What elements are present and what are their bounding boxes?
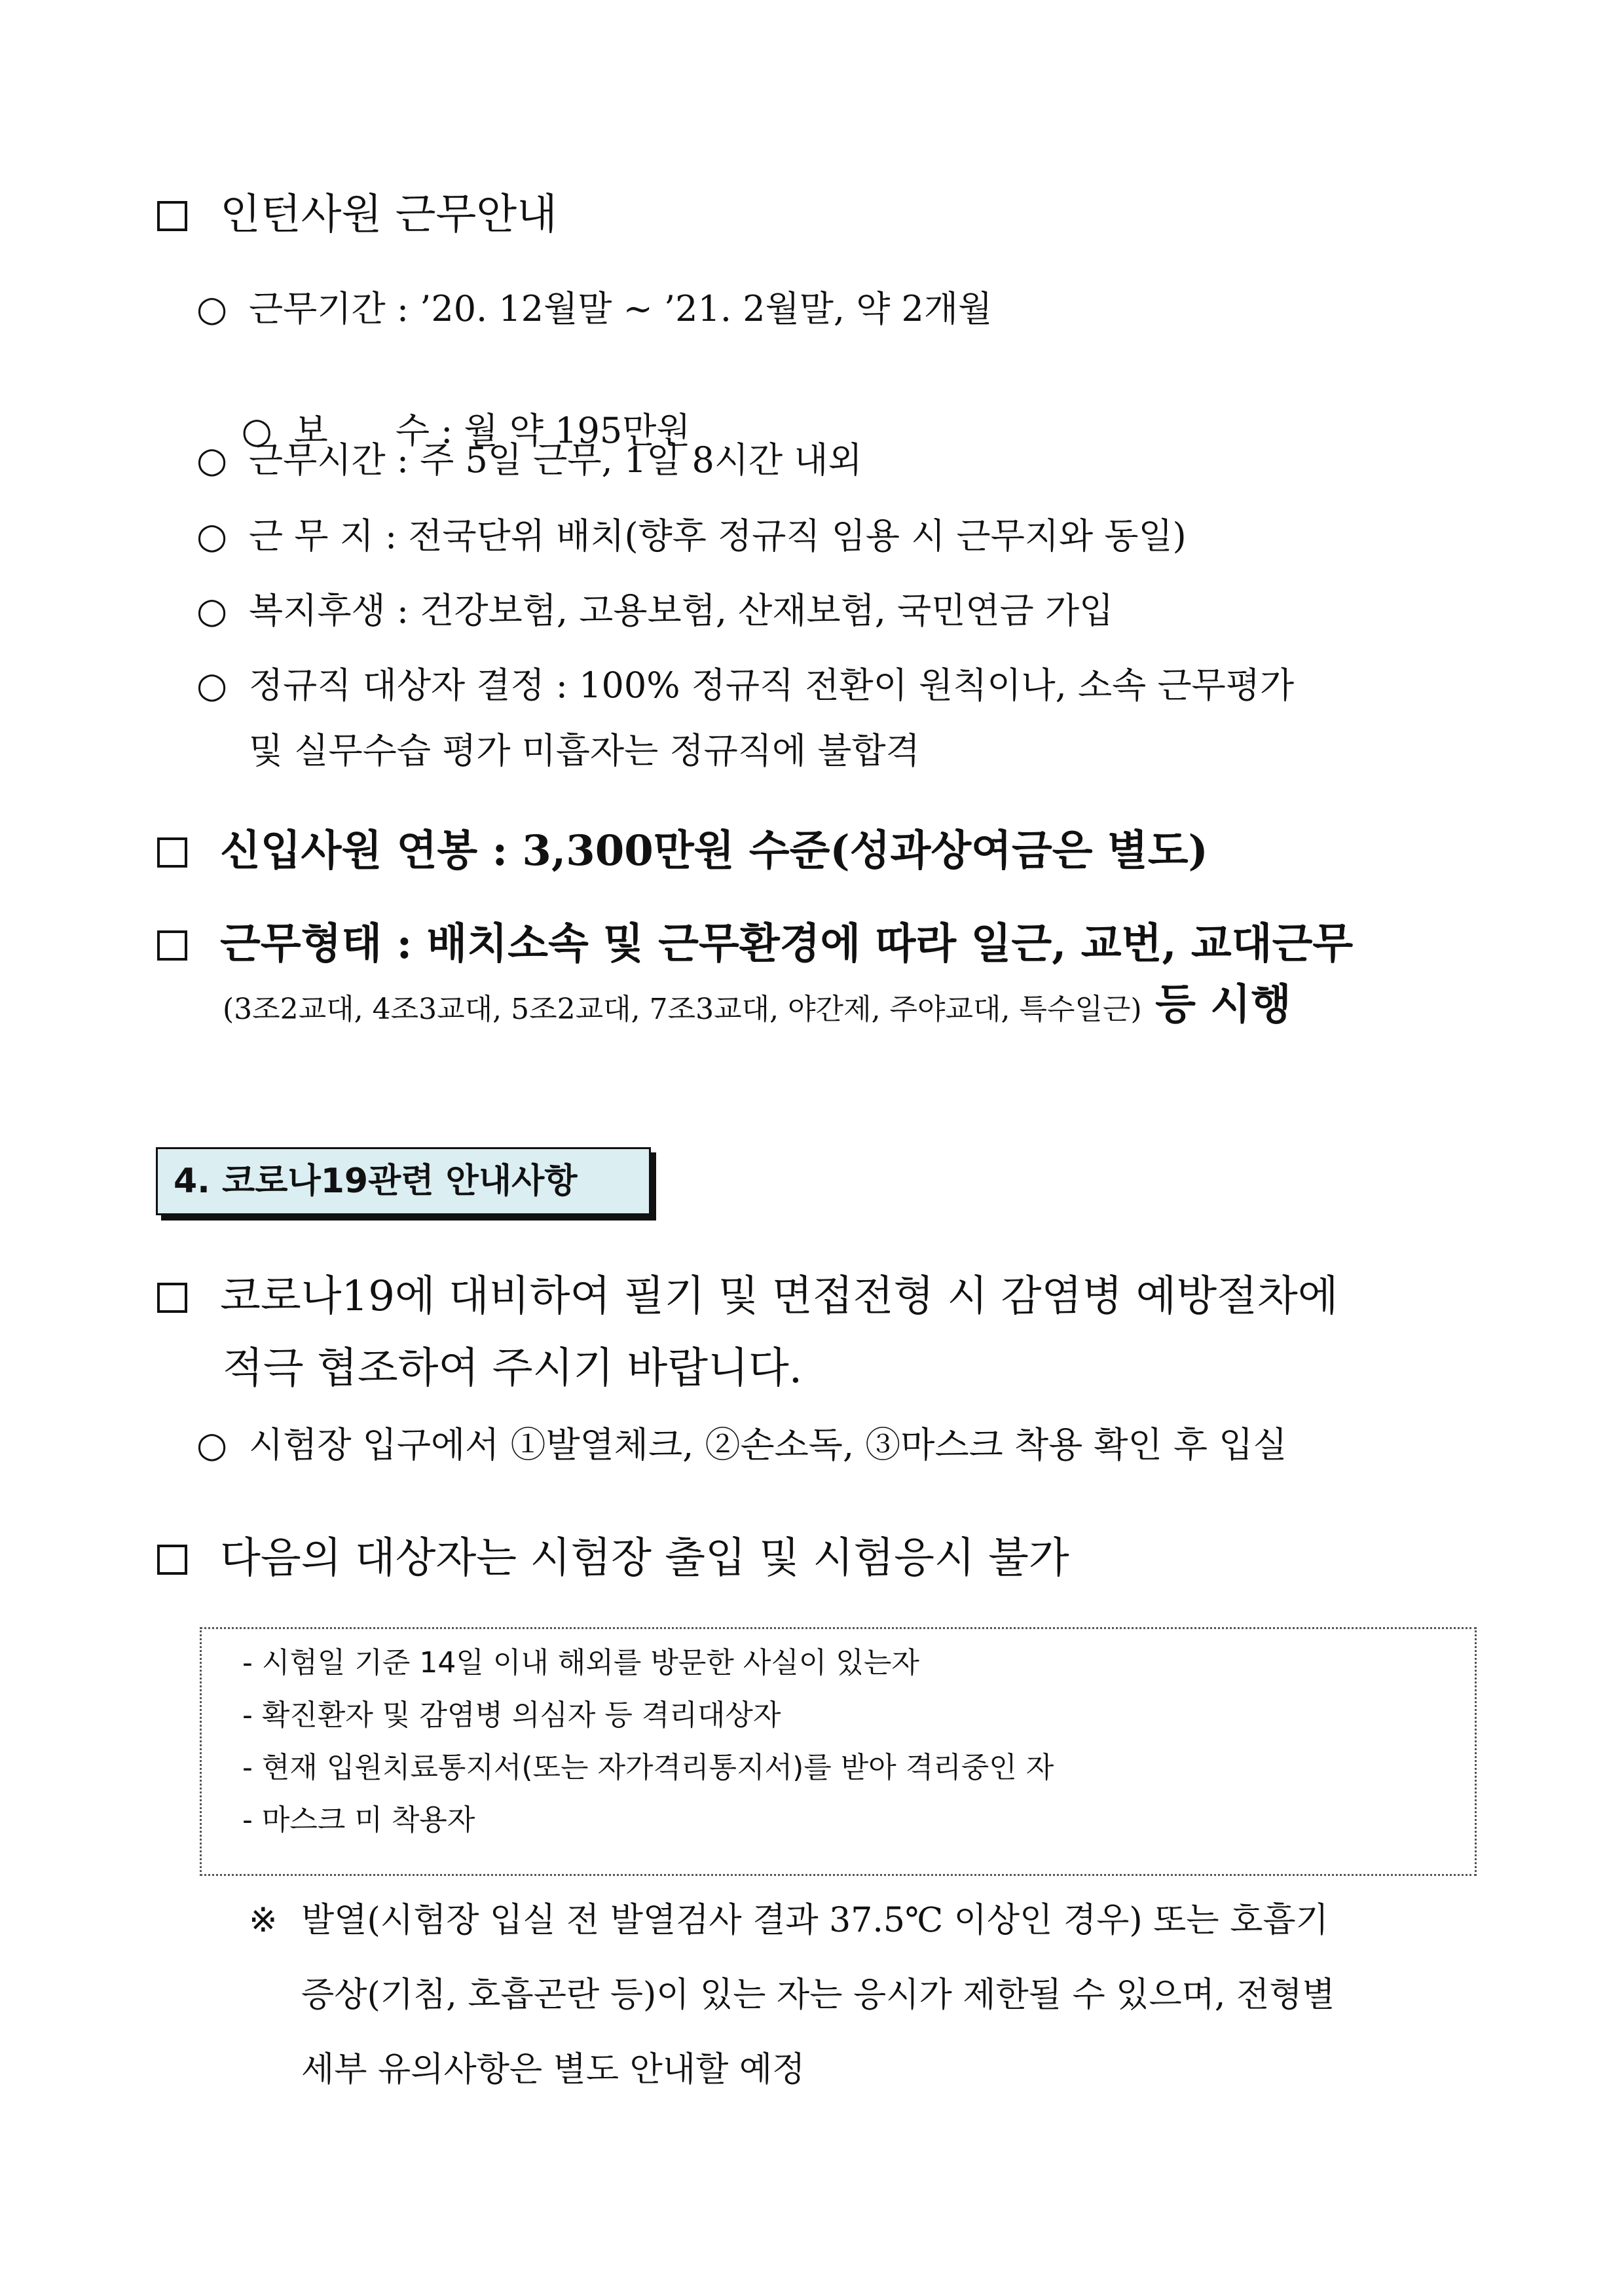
intern-item-welfare: ○ 복지후생 : 건강보험, 고용보험, 산재보험, 국민연금 가입 [196, 588, 1113, 634]
square-bullet-icon [157, 1545, 187, 1575]
restrict-item: - 현재 입원치료통지서(또는 자가격리통지서)를 받아 격리중인 자 [242, 1751, 1054, 1784]
circle-bullet-icon: ○ [196, 590, 228, 631]
section-4-title: 4. 코로나19관련 안내사항 [156, 1147, 651, 1215]
intern-heading: 인턴사원 근무안내 [157, 189, 557, 241]
restrict-heading: 다음의 대상자는 시험장 출입 및 시험응시 불가 [157, 1532, 1069, 1585]
circle-bullet-icon: ○ [196, 288, 228, 329]
work-type-heading: 근무형태 : 배치소속 및 근무환경에 따라 일근, 교번, 교대근무 [157, 918, 1353, 970]
square-bullet-icon [157, 930, 187, 961]
reference-mark-icon: ※ [249, 1901, 278, 1940]
circle-bullet-icon: ○ [196, 439, 228, 481]
covid-bullet: ○ 시험장 입구에서 ①발열체크, ②손소독, ③마스크 착용 확인 후 입실 [196, 1422, 1287, 1468]
covid-heading: 코로나19에 대비하여 필기 및 면접전형 시 감염병 예방절차에 [157, 1270, 1338, 1323]
intern-item-conversion: ○ 정규직 대상자 결정 : 100% 정규직 전환이 원칙이나, 소속 근무평가 [196, 663, 1294, 708]
circle-bullet-icon: ○ [241, 410, 272, 451]
note-line: 증상(기침, 호흡곤란 등)이 있는 자는 응시가 제한될 수 있으며, 전형별 [301, 1975, 1335, 2015]
circle-bullet-icon: ○ [196, 1424, 228, 1465]
note-line: 세부 유의사항은 별도 안내할 예정 [301, 2050, 805, 2089]
restrict-item: - 확진환자 및 감염병 의심자 등 격리대상자 [242, 1698, 781, 1732]
square-bullet-icon [157, 201, 187, 231]
restrict-item: - 시험일 기준 14일 이내 해외를 방문한 사실이 있는자 [242, 1646, 919, 1680]
covid-heading-cont: 적극 협조하여 주시기 바랍니다. [223, 1344, 803, 1393]
circle-bullet-icon: ○ [196, 515, 228, 557]
intern-item-conversion-cont: 및 실무수습 평가 미흡자는 정규직에 불합격 [249, 730, 920, 771]
square-bullet-icon [157, 837, 187, 868]
note-line: 발열(시험장 입실 전 발열검사 결과 37.5℃ 이상인 경우) 또는 호흡기 [301, 1901, 1329, 1940]
intern-item-location: ○ 근 무 지 : 전국단위 배치(향후 정규직 임용 시 근무지와 동일) [196, 513, 1187, 559]
circle-bullet-icon: ○ [196, 665, 228, 706]
salary-heading: 신입사원 연봉 : 3,300만원 수준(성과상여금은 별도) [157, 825, 1208, 877]
square-bullet-icon [157, 1283, 187, 1313]
intern-item-pay: ○ 보 수 : 월 약 195만원 [196, 362, 691, 500]
intern-item-hours: ○ 근무시간 : 주 5일 근무, 1일 8시간 내외 [196, 437, 862, 483]
work-type-sub: (3조2교대, 4조3교대, 5조2교대, 7조3교대, 야간제, 주야교대, 특수일근) 등 시행 [223, 980, 1291, 1029]
restrict-item: - 마스크 미 착용자 [242, 1803, 475, 1837]
intern-item-period: ○ 근무기간 : ’20. 12월말 ∼ ’21. 2월말, 약 2개월 [196, 286, 992, 332]
